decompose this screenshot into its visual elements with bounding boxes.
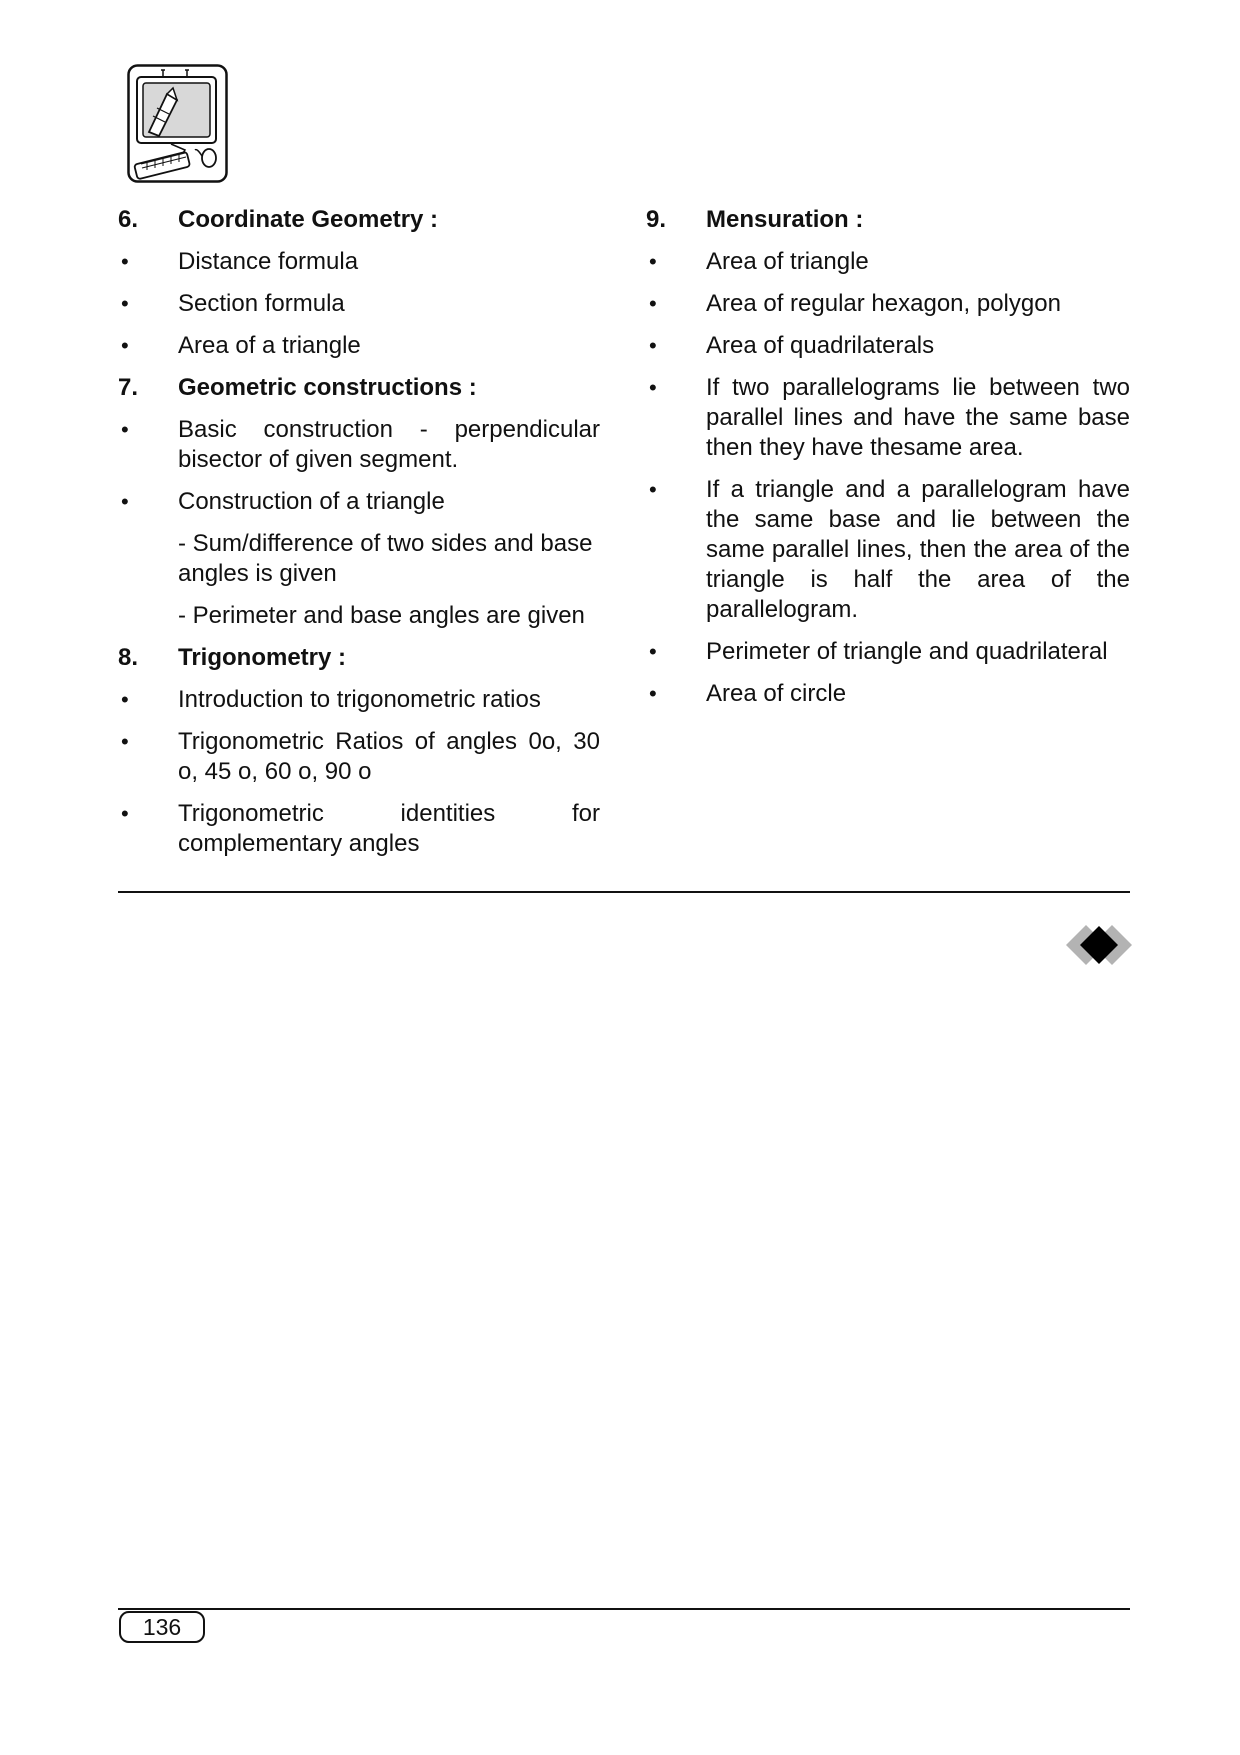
- bullet-icon: •: [121, 417, 129, 442]
- list-item-text: Introduction to trigonometric ratios: [178, 686, 541, 713]
- list-item-text: Construction of a triangle: [178, 488, 445, 515]
- right-column: [646, 205, 1130, 721]
- list-item: [646, 331, 1130, 361]
- section-heading-geometric-constructions: [118, 373, 600, 403]
- list-item-text: Area of triangle: [706, 248, 869, 275]
- list-item: [118, 289, 600, 319]
- list-item: [646, 475, 1130, 625]
- list-item-text: Trigonometric Ratios of angles 0o, 30 o, 45 o, 60 o, 90 o: [178, 728, 600, 785]
- list-item-text: If two parallelograms lie between two parallel lines and have the same base then they have thesame area.: [706, 374, 1130, 461]
- list-item: [118, 331, 600, 361]
- bullet-icon: •: [649, 477, 657, 502]
- bullet-icon: •: [649, 375, 657, 400]
- list-item: [118, 247, 600, 277]
- list-item: [646, 679, 1130, 709]
- page-number: 136: [119, 1611, 205, 1643]
- bullet-icon: •: [649, 249, 657, 274]
- bullet-icon: •: [121, 801, 129, 826]
- section-number: 6.: [118, 206, 139, 233]
- list-item-text: Area of a triangle: [178, 332, 361, 359]
- section-number: 8.: [118, 644, 139, 671]
- list-item: [118, 685, 600, 715]
- section-title: Mensuration :: [706, 206, 864, 233]
- sub-item: [118, 529, 600, 589]
- list-item-text: Area of regular hexagon, polygon: [706, 290, 1061, 317]
- list-item: [646, 247, 1130, 277]
- footer-rule: [118, 1608, 1130, 1610]
- bullet-icon: •: [121, 333, 129, 358]
- list-item: [118, 487, 600, 517]
- bullet-icon: •: [649, 639, 657, 664]
- list-item-text: Basic construction - perpendicular bisector of given segment.: [178, 416, 600, 473]
- section-title: Trigonometry :: [178, 644, 347, 671]
- list-item-text: Perimeter of triangle and quadrilateral: [706, 638, 1108, 665]
- sub-item: [118, 601, 600, 631]
- section-title: Geometric constructions :: [178, 374, 477, 401]
- list-item-text: Area of quadrilaterals: [706, 332, 935, 359]
- sub-item-text: - Sum/difference of two sides and base angles is given: [178, 530, 593, 587]
- bullet-icon: •: [649, 681, 657, 706]
- list-item: [118, 799, 600, 859]
- section-number: 9.: [646, 206, 667, 233]
- section-heading-trigonometry: [118, 643, 600, 673]
- list-item-text: Trigonometric identities for complementary angles: [178, 800, 600, 857]
- bullet-icon: •: [121, 729, 129, 754]
- list-item-text: Distance formula: [178, 248, 359, 275]
- list-item-text: If a triangle and a parallelogram have the same base and lie between the same parallel lines, then the area of the triangle is half the area of the parallelogram.: [706, 476, 1130, 623]
- bullet-icon: •: [121, 249, 129, 274]
- list-item: [646, 289, 1130, 319]
- section-title: Coordinate Geometry :: [178, 206, 439, 233]
- bullet-icon: •: [649, 291, 657, 316]
- computer-drawing-icon: [127, 64, 228, 183]
- sub-item-text: - Perimeter and base angles are given: [178, 602, 585, 629]
- list-item: [118, 727, 600, 787]
- section-heading-coordinate-geometry: [118, 205, 600, 235]
- bullet-icon: •: [649, 333, 657, 358]
- list-item: [646, 373, 1130, 463]
- diamond-ornament-icon: [1066, 925, 1132, 965]
- section-divider: [118, 891, 1130, 893]
- left-column: [118, 205, 600, 871]
- list-item: [118, 415, 600, 475]
- list-item-text: Area of circle: [706, 680, 847, 707]
- bullet-icon: •: [121, 291, 129, 316]
- section-number: 7.: [118, 374, 139, 401]
- list-item-text: Section formula: [178, 290, 345, 317]
- bullet-icon: •: [121, 687, 129, 712]
- section-heading-mensuration: [646, 205, 1130, 235]
- list-item: [646, 637, 1130, 667]
- bullet-icon: •: [121, 489, 129, 514]
